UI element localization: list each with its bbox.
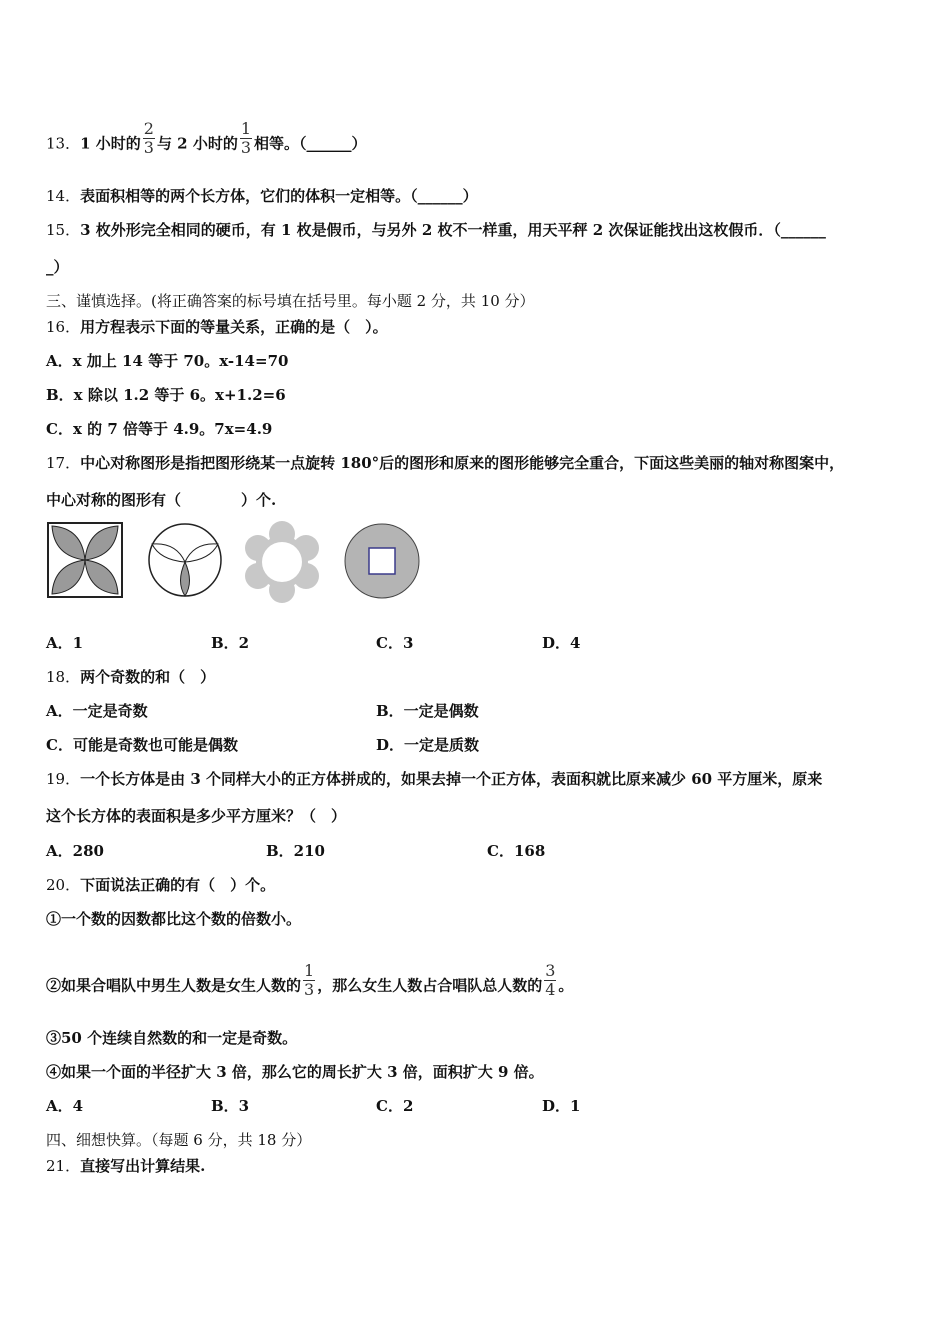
question-20 — [46, 875, 275, 895]
q20-option-c: C．2 — [376, 1097, 414, 1115]
q18-option-b: B．一定是偶数 — [376, 702, 479, 720]
question-number: 16． — [46, 318, 81, 336]
denominator: 4 — [545, 980, 556, 999]
q16-text: 用方程表示下面的等量关系，正确的是（ ）。 — [80, 318, 388, 336]
circle-three-petals-figure — [146, 520, 224, 600]
q13-text-a: 1 小时的 — [80, 134, 141, 153]
q20-statement-4: ④如果一个面的半径扩大 3 倍，那么它的周长扩大 3 倍，面积扩大 9 倍。 — [46, 1063, 544, 1081]
question-13 — [46, 119, 367, 163]
flower-figure — [242, 520, 322, 604]
question-14 — [46, 186, 478, 206]
q17-option-d: D．4 — [542, 634, 581, 652]
question-17 — [46, 453, 844, 473]
question-number: 15． — [46, 221, 81, 239]
question-number: 19． — [46, 770, 81, 788]
question-number: 20． — [46, 876, 81, 894]
q20-option-d: D．1 — [542, 1097, 581, 1115]
q19-text: 一个长方体是由 3 个同样大小的正方体拼成的，如果去掉一个正方体，表面积就比原来减少 60 平方厘米，原来 — [80, 770, 823, 788]
q21-text: 直接写出计算结果. — [80, 1157, 206, 1175]
denominator: 3 — [143, 138, 154, 157]
q20-option-a: A．4 — [46, 1097, 84, 1115]
q13-text-b: 与 2 小时的 — [156, 134, 238, 153]
q17-option-b: B．2 — [211, 634, 250, 652]
question-16 — [46, 317, 388, 337]
q17-option-a: A．1 — [46, 634, 84, 652]
symmetry-figures — [46, 520, 426, 604]
q20-option-b: B．3 — [211, 1097, 250, 1115]
section-4-heading: 四、细想快算。（每题 6 分，共 18 分） — [46, 1131, 312, 1149]
numerator: 1 — [304, 961, 315, 980]
question-number: 14． — [46, 187, 81, 205]
question-number: 18． — [46, 668, 81, 686]
question-number: 13． — [46, 134, 81, 153]
square-petals-figure — [46, 520, 124, 600]
q20-text: 下面说法正确的有（ ）个。 — [80, 876, 276, 894]
question-19 — [46, 769, 822, 789]
q16-option-c: C．x 的 7 倍等于 4.9。7x=4.9 — [46, 420, 273, 438]
q15-text: 3 枚外形完全相同的硬币，有 1 枚是假币，与另外 2 枚不一样重，用天平秤 2 次保证能找出这枚假币．（______ — [80, 221, 826, 239]
fraction-one-third — [303, 962, 315, 999]
q19-option-a: A．280 — [46, 842, 104, 860]
numerator: 2 — [143, 119, 154, 138]
denominator: 3 — [240, 138, 252, 157]
q19-text-line2: 这个长方体的表面积是多少平方厘米？（ ） — [46, 807, 347, 825]
denominator: 3 — [304, 980, 315, 999]
question-15 — [46, 220, 826, 240]
q17-text: 中心对称图形是指把图形绕某一点旋转 180°后的图形和原来的图形能够完全重合，下面这些美丽的轴对称图案中， — [80, 454, 845, 472]
q16-option-a: A．x 加上 14 等于 70。x-14=70 — [46, 352, 289, 370]
q18-text: 两个奇数的和（ ） — [80, 668, 216, 686]
q20-s2-text-b: ，那么女生人数占合唱队总人数的 — [317, 976, 543, 995]
numerator: 1 — [240, 119, 252, 138]
numerator: 3 — [545, 961, 556, 980]
q15-continuation: _） — [46, 258, 69, 276]
q14-text: 表面积相等的两个长方体，它们的体积一定相等。（______） — [80, 187, 478, 205]
q16-option-b: B．x 除以 1.2 等于 6。x+1.2=6 — [46, 386, 286, 404]
q20-s2-text-c: 。 — [558, 976, 574, 995]
fraction-three-quarters — [544, 962, 556, 999]
section-3-heading: 三、谨慎选择。(将正确答案的标号填在括号里。每小题 2 分，共 10 分） — [46, 292, 535, 310]
question-number: 17． — [46, 454, 81, 472]
question-18 — [46, 667, 215, 687]
question-number: 21． — [46, 1157, 81, 1175]
fraction-two-thirds — [143, 120, 155, 157]
q18-option-c: C．可能是奇数也可能是偶数 — [46, 736, 238, 754]
q18-option-d: D．一定是质数 — [376, 736, 480, 754]
question-21 — [46, 1156, 205, 1176]
q20-statement-2 — [46, 961, 574, 1005]
q19-option-c: C．168 — [487, 842, 546, 860]
q13-text-c: 相等。（______） — [254, 134, 367, 153]
q19-option-b: B．210 — [266, 842, 325, 860]
q20-statement-1: ①一个数的因数都比这个数的倍数小。 — [46, 910, 302, 928]
coin-figure — [342, 520, 422, 602]
q20-statement-3: ③50 个连续自然数的和一定是奇数。 — [46, 1029, 298, 1047]
q17-text-line2: 中心对称的图形有（ ）个. — [46, 491, 277, 509]
fraction-one-third — [240, 120, 252, 157]
q20-s2-text-a: ②如果合唱队中男生人数是女生人数的 — [46, 976, 302, 995]
q17-option-c: C．3 — [376, 634, 414, 652]
q18-option-a: A．一定是奇数 — [46, 702, 148, 720]
